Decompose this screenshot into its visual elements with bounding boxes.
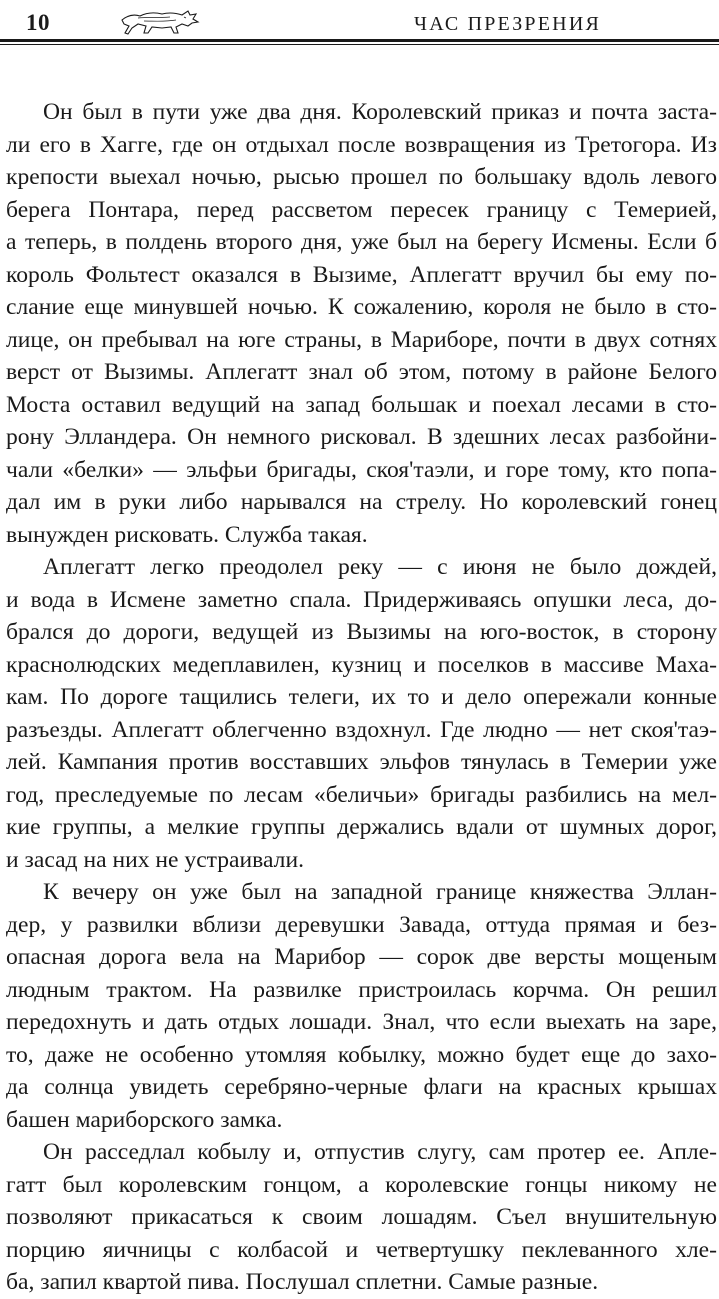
page-header [0,0,719,44]
text-line: год, преследуемые по лесам «беличьи» бригады разбились на мел- [6,781,717,808]
text-line: чали «белки» — эльфьи бригады, скоя'таэли, и горе тому, кто попа- [6,456,717,483]
text-line: кам. По дороге тащились телеги, их то и дело опережали конные [6,684,717,710]
paragraph [6,96,717,551]
text-line: а теперь, в полдень второго дня, уже был на берегу Исмены. Если б [6,229,717,255]
paragraph [6,1136,717,1299]
paragraph [6,551,717,876]
text-line: передохнуть и дать отдых лошади. Знал, что если выехать на заре, [6,1009,717,1035]
text-line: Моста оставил ведущий на запад большак и поехал лесами в сто- [6,391,717,418]
text-line: гатт был королевским гонцом, а королевские гонцы никому не [6,1171,717,1198]
text-line: опасная дорога вела на Марибор — сорок две версты мощеным [6,944,717,970]
text-line: позволяют прикасаться к своим лошадям. Съел внушительную [6,1204,717,1230]
text-line: ба, запил квартой пива. Послушал сплетни. Самые разные. [6,1269,599,1295]
text-line: крепости выехал ночью, рысью прошел по большаку вдоль левого [6,164,717,190]
text-line: верст от Вызимы. Аплегатт знал об этом, потому в районе Белого [6,359,717,385]
text-line: лей. Кампания против восставших эльфов тянулась в Темерии уже [6,749,717,775]
text-line: король Фольтест оказался в Вызиме, Аплегатт вручил бы ему по- [6,261,717,288]
text-line: то, даже не особенно утомляя кобылку, можно будет еще до захо- [6,1041,717,1068]
page-number: 10 [26,10,50,35]
text-line: Он был в пути уже два дня. Королевский приказ и почта заста- [43,99,717,125]
text-line: вынужден рисковать. Служба такая. [6,521,368,548]
text-line: Аплегатт легко преодолел реку — с июня не было дождей, [43,554,717,580]
text-line: дал им в руки либо нарывался на стрелу. Но королевский гонец [6,489,717,515]
paragraph [6,876,717,1136]
body-text [6,96,717,1299]
text-line: да солнца увидеть серебряно-черные флаги на красных крышах [6,1074,717,1100]
text-line: порцию яичницы с колбасой и четвертушку пеклеванного хле- [6,1236,717,1263]
header-rule-thin [0,44,719,45]
running-title: ЧАС ПРЕЗРЕНИЯ [414,13,601,35]
text-line: башен мариборского замка. [6,1106,283,1133]
text-line: брался до дороги, ведущей из Вызимы на юго-восток, в сторону [6,619,717,645]
text-line: краснолюдских медеплавилен, кузниц и поселков в массиве Маха- [6,651,717,678]
text-line: кие группы, а мелкие группы держались вдали от шумных дорог, [6,814,717,840]
text-line: и засад на них не устраивали. [6,846,304,873]
text-line: лице, он пребывал на юге страны, в Мариборе, почти в двух сотнях [6,326,717,353]
text-line: разъезды. Аплегатт облегченно вздохнул. Где людно — нет скоя'таэ- [6,716,717,743]
wolf-emblem-icon [118,6,202,36]
text-line: берега Понтара, перед рассветом пересек границу с Темерией, [6,196,717,223]
text-line: рону Элландера. Он немного рисковал. В здешних лесах разбойни- [6,424,717,450]
text-line: слание еще минувшей ночью. К сожалению, короля не было в сто- [6,294,717,320]
text-line: дер, у развилки вблизи деревушки Завада, оттуда прямая и без- [6,911,717,938]
text-line: и вода в Исмене заметно спала. Придерживаясь опушки леса, до- [6,586,717,613]
text-line: К вечеру он уже был на западной границе княжества Эллан- [43,879,717,905]
header-rule-thick [0,39,719,42]
text-line: людным трактом. На развилке пристроилась корчма. Он решил [6,976,717,1003]
text-line: Он расседлал кобылу и, отпустив слугу, сам протер ее. Апле- [43,1139,717,1165]
text-line: ли его в Хагге, где он отдыхал после возвращения из Третогора. Из [6,131,717,158]
